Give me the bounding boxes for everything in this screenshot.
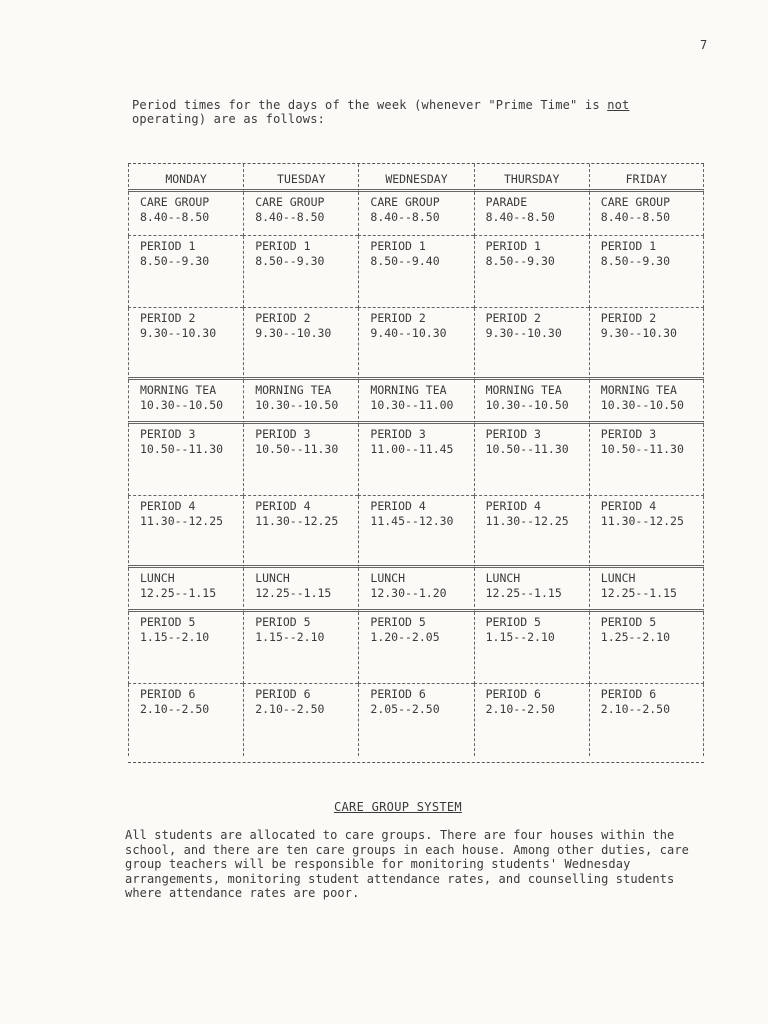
slot-label: PERIOD 2	[255, 311, 311, 325]
intro-text	[132, 98, 672, 126]
slot-time: 1.20--2.05	[370, 630, 440, 644]
timetable-cell	[128, 308, 243, 380]
slot-label: PERIOD 4	[600, 499, 657, 513]
slot-label: MORNING TEA	[255, 383, 332, 397]
timetable-cell	[474, 612, 589, 684]
slot-label: MORNING TEA	[485, 383, 562, 397]
timetable-cell	[358, 496, 473, 568]
slot-time: 8.50--9.30	[600, 254, 671, 268]
slot-label: PERIOD 4	[370, 499, 426, 513]
slot-time: 2.10--2.50	[485, 702, 555, 716]
slot-time: 10.30--10.50	[600, 398, 684, 412]
slot-label: LUNCH	[140, 571, 175, 585]
timetable-cell	[589, 684, 704, 756]
timetable-cell	[243, 424, 358, 496]
timetable-cell	[128, 568, 243, 612]
slot-time: 8.40--8.50	[600, 210, 671, 224]
slot-label: CARE GROUP	[370, 195, 440, 209]
intro-underlined: not	[607, 98, 630, 112]
day-header: WEDNESDAY	[358, 164, 473, 192]
slot-label: CARE GROUP	[600, 195, 671, 209]
timetable-cell	[474, 424, 589, 496]
slot-label: PERIOD 2	[370, 311, 426, 325]
slot-time: 12.25--1.15	[140, 586, 217, 600]
timetable-cell	[474, 568, 589, 612]
timetable-cell	[589, 612, 704, 684]
timetable-cell	[474, 496, 589, 568]
timetable-cell	[243, 612, 358, 684]
intro-before: Period times for the days of the week (whenever "Prime Time" is	[132, 98, 608, 112]
day-header: TUESDAY	[243, 164, 358, 192]
slot-label: PERIOD 6	[600, 687, 657, 701]
timetable-cell	[358, 612, 473, 684]
slot-label: PERIOD 5	[485, 615, 541, 629]
slot-time: 10.30--10.50	[255, 398, 339, 412]
slot-time: 1.15--2.10	[485, 630, 555, 644]
day-header: MONDAY	[128, 164, 243, 192]
slot-time: 10.30--10.50	[485, 398, 569, 412]
slot-label: CARE GROUP	[140, 195, 210, 209]
timetable-cell	[243, 236, 358, 308]
slot-label: PERIOD 1	[600, 239, 657, 253]
slot-time: 11.45--12.30	[370, 514, 454, 528]
timetable-cell	[474, 192, 589, 236]
slot-time: 2.10--2.50	[255, 702, 325, 716]
slot-time: 1.15--2.10	[255, 630, 325, 644]
timetable-cell	[474, 380, 589, 424]
slot-label: MORNING TEA	[140, 383, 217, 397]
intro-after: operating) are as follows:	[132, 112, 326, 126]
timetable-cell	[589, 496, 704, 568]
slot-label: PERIOD 3	[370, 427, 426, 441]
timetable-cell	[128, 380, 243, 424]
timetable-cell	[128, 684, 243, 756]
slot-time: 2.05--2.50	[370, 702, 440, 716]
slot-label: PERIOD 3	[140, 427, 196, 441]
day-header: FRIDAY	[589, 164, 704, 192]
slot-label: PERIOD 5	[600, 615, 657, 629]
slot-time: 11.30--12.25	[255, 514, 339, 528]
slot-label: PERIOD 5	[140, 615, 196, 629]
slot-time: 10.50--11.30	[600, 442, 684, 456]
slot-time: 8.50--9.40	[370, 254, 440, 268]
slot-time: 8.40--8.50	[255, 210, 325, 224]
slot-time: 8.40--8.50	[140, 210, 210, 224]
slot-time: 9.30--10.30	[485, 326, 562, 340]
timetable-cell	[474, 236, 589, 308]
slot-label: PARADE	[485, 195, 528, 209]
timetable-cell	[358, 236, 473, 308]
timetable-cell	[358, 424, 473, 496]
slot-label: PERIOD 6	[255, 687, 311, 701]
page-number: 7	[700, 38, 708, 52]
slot-time: 1.15--2.10	[140, 630, 210, 644]
timetable-cell	[358, 192, 473, 236]
slot-time: 11.00--11.45	[370, 442, 454, 456]
slot-label: PERIOD 1	[140, 239, 196, 253]
slot-time: 11.30--12.25	[600, 514, 684, 528]
slot-label: PERIOD 6	[485, 687, 541, 701]
slot-label: LUNCH	[370, 571, 406, 585]
timetable-cell	[589, 192, 704, 236]
slot-label: PERIOD 3	[600, 427, 657, 441]
timetable-cell	[243, 496, 358, 568]
slot-time: 1.25--2.10	[600, 630, 671, 644]
slot-label: MORNING TEA	[370, 383, 447, 397]
slot-label: PERIOD 5	[255, 615, 311, 629]
timetable-cell	[589, 236, 704, 308]
slot-time: 10.50--11.30	[140, 442, 224, 456]
slot-time: 8.50--9.30	[255, 254, 325, 268]
slot-label: LUNCH	[255, 571, 290, 585]
slot-label: PERIOD 4	[140, 499, 196, 513]
slot-label: PERIOD 4	[485, 499, 541, 513]
slot-label: PERIOD 2	[600, 311, 657, 325]
slot-time: 10.30--10.50	[140, 398, 224, 412]
slot-label: PERIOD 1	[255, 239, 311, 253]
slot-time: 12.25--1.15	[485, 586, 562, 600]
timetable-cell	[243, 192, 358, 236]
timetable-cell	[128, 424, 243, 496]
slot-label: PERIOD 6	[140, 687, 196, 701]
slot-time: 11.30--12.25	[140, 514, 224, 528]
slot-label: PERIOD 1	[485, 239, 541, 253]
slot-label: PERIOD 2	[140, 311, 196, 325]
timetable-cell	[589, 424, 704, 496]
slot-time: 9.30--10.30	[600, 326, 677, 340]
day-header: THURSDAY	[474, 164, 589, 192]
timetable-cell	[589, 568, 704, 612]
slot-time: 12.30--1.20	[370, 586, 447, 600]
slot-label: LUNCH	[485, 571, 521, 585]
slot-label: PERIOD 4	[255, 499, 311, 513]
timetable-cell	[128, 192, 243, 236]
slot-time: 8.40--8.50	[485, 210, 555, 224]
timetable-cell	[128, 612, 243, 684]
timetable-cell	[243, 380, 358, 424]
slot-time: 9.40--10.30	[370, 326, 447, 340]
timetable-cell	[589, 308, 704, 380]
slot-time: 8.50--9.30	[485, 254, 555, 268]
slot-time: 12.25--1.15	[600, 586, 677, 600]
timetable-cell	[243, 568, 358, 612]
slot-time: 10.50--11.30	[255, 442, 339, 456]
timetable-cell	[474, 684, 589, 756]
slot-time: 8.50--9.30	[140, 254, 210, 268]
timetable-cell	[358, 308, 473, 380]
slot-time: 9.30--10.30	[255, 326, 332, 340]
timetable-cell	[243, 684, 358, 756]
timetable-cell	[358, 568, 473, 612]
slot-label: CARE GROUP	[255, 195, 325, 209]
slot-label: PERIOD 6	[370, 687, 426, 701]
slot-time: 12.25--1.15	[255, 586, 332, 600]
timetable-cell	[474, 308, 589, 380]
timetable-grid	[128, 164, 704, 756]
slot-label: MORNING TEA	[600, 383, 677, 397]
timetable-cell	[128, 496, 243, 568]
slot-label: LUNCH	[600, 571, 636, 585]
slot-time: 9.30--10.30	[140, 326, 217, 340]
slot-time: 8.40--8.50	[370, 210, 440, 224]
care-group-paragraph: All students are allocated to care groups. There are four houses within the school, and there are ten care groups in each house. Among other duties, care group teachers will be responsible for monitoring students' Wednesday arrangements, monitoring student attendance rates, and counselling students where attendance rates are poor.	[125, 828, 689, 900]
timetable-cell	[128, 236, 243, 308]
slot-label: PERIOD 2	[485, 311, 541, 325]
section-heading: CARE GROUP SYSTEM	[334, 800, 462, 814]
timetable-cell	[358, 380, 473, 424]
slot-label: PERIOD 3	[255, 427, 311, 441]
slot-time: 2.10--2.50	[140, 702, 210, 716]
slot-time: 10.30--11.00	[370, 398, 454, 412]
slot-time: 11.30--12.25	[485, 514, 569, 528]
timetable-cell	[589, 380, 704, 424]
timetable-cell	[243, 308, 358, 380]
slot-time: 2.10--2.50	[600, 702, 671, 716]
slot-time: 10.50--11.30	[485, 442, 569, 456]
timetable	[128, 163, 704, 763]
slot-label: PERIOD 1	[370, 239, 426, 253]
slot-label: PERIOD 5	[370, 615, 426, 629]
slot-label: PERIOD 3	[485, 427, 541, 441]
timetable-cell	[358, 684, 473, 756]
